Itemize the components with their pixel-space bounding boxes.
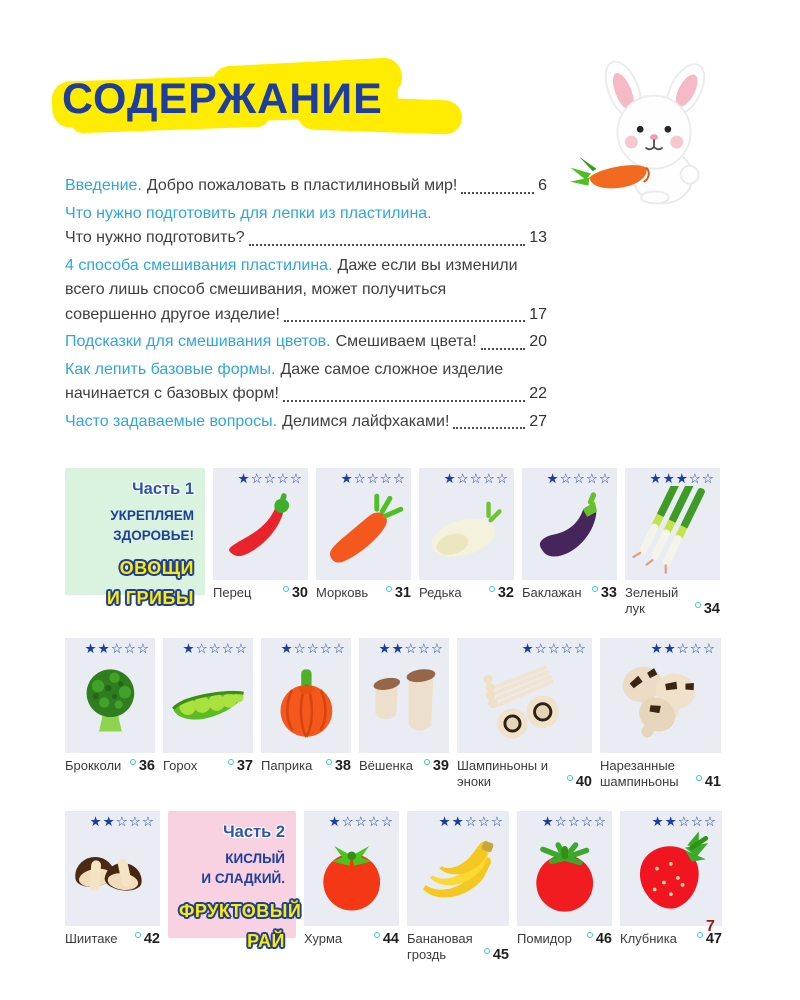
strawberry-icon	[620, 827, 722, 924]
toc-description: Что нужно подготовить?	[65, 229, 245, 246]
toc-line	[65, 382, 547, 407]
item-page-number: 34	[695, 601, 720, 617]
item-label	[261, 758, 351, 774]
part-highlight-line: ОВОЩИ	[119, 558, 194, 579]
difficulty-stars: ★☆☆☆☆	[541, 814, 607, 830]
catalog-item	[304, 811, 399, 947]
page-dot-icon	[695, 602, 701, 608]
item-page-number: 47	[697, 931, 722, 947]
toc-line	[65, 226, 547, 251]
item-photo	[261, 638, 351, 753]
item-name: Горох	[163, 758, 198, 773]
item-photo	[359, 638, 449, 753]
page-dot-icon	[386, 586, 392, 592]
difficulty-stars: ★☆☆☆☆	[546, 471, 612, 487]
catalog-item	[65, 811, 160, 947]
item-page-number: 46	[587, 931, 612, 947]
catalog-item	[213, 468, 308, 601]
toc-topic-label: Подсказки для смешивания цветов.	[65, 333, 331, 350]
page-dot-icon	[135, 932, 141, 938]
page-dot-icon	[228, 759, 234, 765]
item-label	[65, 931, 160, 947]
toc-line	[65, 202, 547, 227]
toc-line	[65, 410, 547, 435]
item-label	[600, 758, 721, 790]
item-name: Баклажан	[522, 585, 582, 600]
part-divider-box	[65, 468, 205, 608]
catalog-item	[261, 638, 351, 774]
item-photo	[316, 468, 411, 580]
difficulty-stars: ★★☆☆☆	[438, 814, 504, 830]
dotted-leader	[284, 320, 525, 322]
page-dot-icon	[374, 932, 380, 938]
toc-line	[65, 330, 547, 355]
item-page-number: 32	[489, 585, 514, 601]
item-photo	[304, 811, 399, 926]
table-of-contents	[65, 174, 547, 437]
part-subtitle-line: ЗДОРОВЬЕ!	[113, 527, 194, 543]
toc-entry	[65, 202, 547, 251]
toc-topic-label: Введение.	[65, 177, 142, 194]
catalog-item	[316, 468, 411, 601]
broccoli-icon	[65, 654, 155, 751]
catalog-item	[163, 638, 253, 774]
page-dot-icon	[283, 586, 289, 592]
toc-description: всего лишь способ смешивания, может получиться	[65, 281, 447, 298]
difficulty-stars: ★★☆☆☆	[651, 814, 717, 830]
difficulty-stars: ★★☆☆☆	[378, 641, 444, 657]
persimmon-icon	[304, 827, 399, 924]
item-label	[316, 585, 411, 601]
toc-description: Добро пожаловать в пластилиновый мир!	[146, 177, 458, 194]
item-page-number: 38	[326, 758, 351, 774]
toc-topic-label: Что нужно подготовить для лепки из пластилина.	[65, 204, 432, 222]
part-label: Часть 2	[223, 823, 285, 841]
item-photo	[419, 468, 514, 580]
item-name: Редька	[419, 585, 462, 600]
difficulty-stars: ★☆☆☆☆	[280, 641, 346, 657]
item-label	[522, 585, 617, 601]
catalog-item	[457, 638, 592, 790]
item-name: Шампиньоны и эноки	[457, 758, 548, 789]
toc-topic-label: Часто задаваемые вопросы.	[65, 412, 278, 430]
sliced-champignon-icon	[600, 654, 721, 751]
page-dot-icon	[592, 586, 598, 592]
item-name: Морковь	[316, 585, 369, 600]
item-name: Вёшенка	[359, 758, 413, 773]
item-label	[419, 585, 514, 601]
toc-description: Смешиваем цвета!	[335, 333, 477, 350]
part-highlight-line: ФРУКТОВЫЙ	[179, 901, 302, 922]
toc-description: Делимся лайфхаками!	[282, 412, 450, 430]
catalog-item	[600, 638, 721, 790]
item-label	[359, 758, 449, 774]
item-name: Банановая гроздь	[407, 931, 473, 962]
item-name: Хурма	[304, 931, 343, 946]
tomato-icon	[517, 827, 612, 924]
part-subtitle-line: И СЛАДКИЙ.	[201, 870, 285, 886]
toc-page-number: 22	[529, 385, 547, 402]
difficulty-stars: ★★☆☆☆	[650, 641, 716, 657]
item-name: Шиитаке	[65, 931, 118, 946]
part-highlight-line: РАЙ	[247, 930, 285, 951]
difficulty-stars: ★★☆☆☆	[89, 814, 155, 830]
part-divider-box	[168, 811, 302, 951]
toc-line	[65, 174, 547, 199]
item-page-number: 33	[592, 585, 617, 601]
toc-page-number: 13	[529, 229, 547, 246]
difficulty-stars: ★☆☆☆☆	[340, 471, 406, 487]
item-photo	[163, 638, 253, 753]
item-photo	[620, 811, 722, 926]
shiitake-icon	[65, 827, 160, 924]
page-dot-icon	[326, 759, 332, 765]
toc-entry	[65, 174, 547, 199]
part-subtitle-line: КИСЛЫЙ	[225, 851, 285, 866]
page-dot-icon	[697, 932, 703, 938]
toc-topic-label: 4 способа смешивания пластилина.	[65, 256, 333, 274]
banana-bunch-icon	[407, 827, 509, 924]
page-dot-icon	[424, 759, 430, 765]
toc-line	[65, 358, 547, 383]
pea-pod-icon	[163, 654, 253, 751]
item-page-number: 44	[374, 931, 399, 947]
toc-line	[65, 278, 547, 303]
paprika-icon	[261, 654, 351, 751]
item-label	[625, 585, 720, 617]
toc-description: Даже самое сложное изделие	[280, 360, 504, 378]
item-photo	[517, 811, 612, 926]
item-name: Помидор	[517, 931, 572, 946]
dotted-leader	[249, 244, 526, 246]
page-dot-icon	[484, 948, 490, 954]
item-page-number: 31	[386, 585, 411, 601]
page-dot-icon	[567, 775, 573, 781]
toc-entry	[65, 254, 547, 328]
carrot-icon	[316, 484, 411, 578]
items-grid	[65, 468, 725, 984]
dotted-leader	[461, 192, 534, 194]
toc-entry	[65, 330, 547, 355]
grid-row	[65, 638, 725, 790]
item-label	[163, 758, 253, 774]
item-page-number: 30	[283, 585, 308, 601]
part-subtitle	[76, 506, 194, 545]
difficulty-stars: ★★☆☆☆	[84, 641, 150, 657]
part-highlight-line: И ГРИБЫ	[106, 587, 194, 608]
item-label	[407, 931, 509, 963]
difficulty-stars: ★☆☆☆☆	[182, 641, 248, 657]
difficulty-stars: ★☆☆☆☆	[328, 814, 394, 830]
toc-line	[65, 254, 547, 279]
part-subtitle	[179, 849, 285, 888]
page-dot-icon	[489, 586, 495, 592]
catalog-item	[359, 638, 449, 774]
catalog-item	[522, 468, 617, 601]
item-photo	[65, 638, 155, 753]
item-page-number: 39	[424, 758, 449, 774]
toc-entry	[65, 410, 547, 435]
item-page-number: 40	[567, 774, 592, 790]
part-highlight-title	[179, 897, 302, 956]
difficulty-stars: ★☆☆☆☆	[443, 471, 509, 487]
item-name: Зеленый лук	[625, 585, 679, 616]
item-photo	[600, 638, 721, 753]
champignon-enoki-icon	[457, 654, 592, 751]
item-page-number: 42	[135, 931, 160, 947]
item-page-number: 41	[696, 774, 721, 790]
toc-page-number: 6	[538, 177, 547, 194]
item-photo	[407, 811, 509, 926]
daikon-icon	[419, 484, 514, 578]
difficulty-stars: ★☆☆☆☆	[521, 641, 587, 657]
oyster-mushroom-icon	[359, 654, 449, 751]
item-label	[304, 931, 399, 947]
dotted-leader	[283, 400, 525, 402]
item-label	[457, 758, 592, 790]
catalog-item	[65, 638, 155, 774]
catalog-item	[407, 811, 509, 963]
chili-pepper-icon	[213, 484, 308, 578]
page-dot-icon	[696, 775, 702, 781]
item-label	[213, 585, 308, 601]
difficulty-stars: ★★★☆☆	[649, 471, 715, 487]
item-name: Паприка	[261, 758, 313, 773]
eggplant-icon	[522, 484, 617, 578]
item-label	[517, 931, 612, 947]
toc-description: начинается с базовых форм!	[65, 385, 279, 402]
dotted-leader	[481, 348, 525, 350]
item-page-number: 37	[228, 758, 253, 774]
item-name: Нарезанные шампиньоны	[600, 758, 679, 789]
page-dot-icon	[587, 932, 593, 938]
difficulty-stars: ★☆☆☆☆	[237, 471, 303, 487]
green-onion-icon	[625, 484, 720, 578]
item-label	[65, 758, 155, 774]
page-number: 7	[706, 918, 715, 935]
item-page-number: 45	[484, 947, 509, 963]
toc-description: Даже если вы изменили	[337, 256, 518, 274]
catalog-item	[517, 811, 612, 947]
item-name: Перец	[213, 585, 252, 600]
page-dot-icon	[130, 759, 136, 765]
toc-topic-label: Как лепить базовые формы.	[65, 360, 276, 378]
grid-row	[65, 468, 725, 617]
toc-line	[65, 303, 547, 328]
bunny-with-carrot-photo	[568, 60, 746, 210]
item-page-number: 36	[130, 758, 155, 774]
dotted-leader	[453, 427, 525, 429]
item-name: Брокколи	[65, 758, 122, 773]
toc-page-number: 17	[529, 305, 547, 323]
toc-description: совершенно другое изделие!	[65, 305, 280, 323]
part-label: Часть 1	[132, 480, 194, 498]
page-title	[62, 68, 422, 138]
toc-entry	[65, 358, 547, 407]
grid-row	[65, 811, 725, 963]
item-photo	[65, 811, 160, 926]
contents-title: СОДЕРЖАНИЕ	[62, 75, 383, 123]
item-photo	[522, 468, 617, 580]
item-photo	[213, 468, 308, 580]
item-photo	[625, 468, 720, 580]
toc-page-number: 27	[529, 412, 547, 430]
item-photo	[457, 638, 592, 753]
catalog-item	[419, 468, 514, 601]
item-name: Клубника	[620, 931, 677, 946]
catalog-item	[625, 468, 720, 617]
toc-page-number: 20	[529, 333, 547, 350]
part-subtitle-line: УКРЕПЛЯЕМ	[110, 508, 194, 523]
part-highlight-title	[76, 554, 194, 613]
